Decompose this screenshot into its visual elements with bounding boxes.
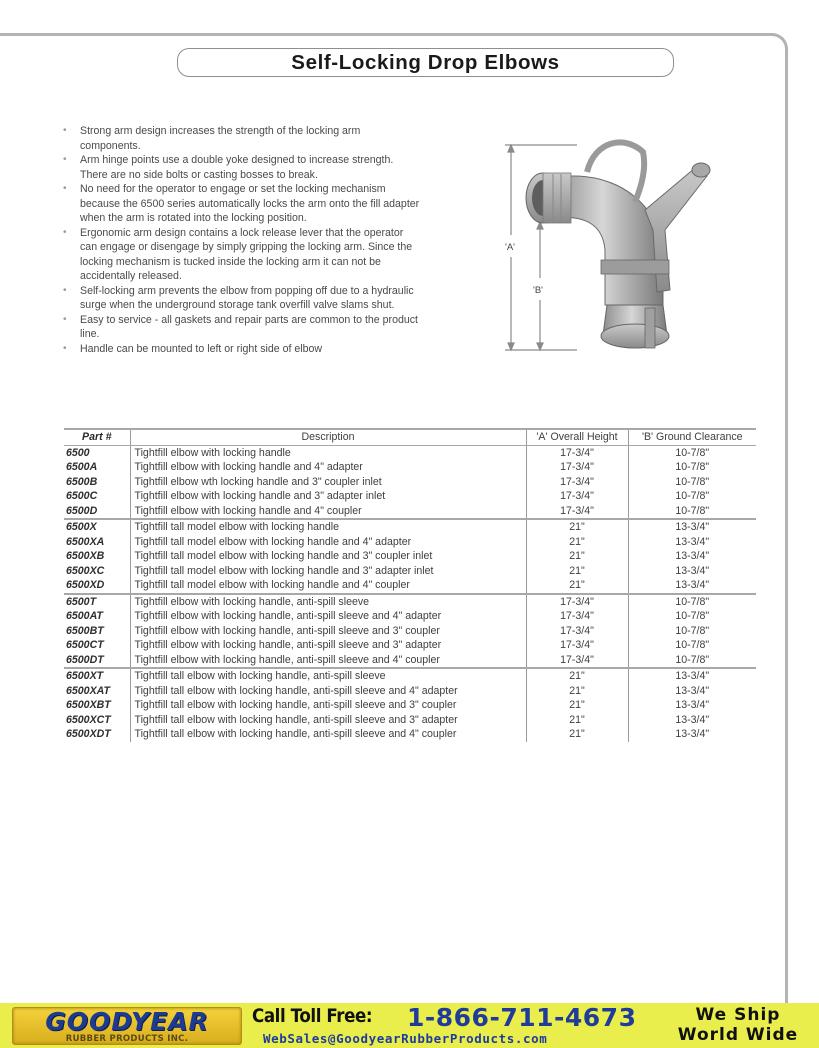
bullet-icon: •: [63, 284, 67, 296]
call-toll-free-label: Call Toll Free:: [252, 1005, 373, 1027]
table-header-row: [64, 429, 756, 445]
logo-subtitle: RUBBER PRODUCTS INC.: [65, 1034, 189, 1044]
table-row: 6500C Tightfill elbow with locking handle and 3" adapter inlet 17-3/4" 10-7/8": [64, 489, 756, 504]
logo-wordmark: GOODYEAR: [45, 1007, 209, 1036]
feature-item: • No need for the operator to engage or set the locking mechanism because the 6500 series automatically locks the arm onto the fill adapter when the arm is rotated into the locking position.: [63, 183, 420, 224]
bullet-icon: •: [63, 226, 67, 238]
table-row: 6500CT Tightfill elbow with locking handle, anti-spill sleeve and 3" adapter 17-3/4" 10-7/8": [64, 638, 756, 653]
bullet-icon: •: [63, 313, 67, 325]
table-row: 6500T Tightfill elbow with locking handle, anti-spill sleeve 17-3/4" 10-7/8": [64, 594, 756, 610]
feature-item: • Arm hinge points use a double yoke designed to increase strength. There are no side bolts or casting bosses to break.: [63, 154, 394, 181]
bullet-icon: •: [63, 183, 67, 194]
page-title: Self-Locking Drop Elbows: [291, 50, 560, 74]
feature-item: • Strong arm design increases the strength of the locking arm components.: [63, 125, 361, 152]
table-row: 6500XBT Tightfill tall elbow with locking handle, anti-spill sleeve and 3" coupler 21" 13-3/4": [64, 698, 756, 713]
bullet-icon: •: [63, 154, 67, 165]
label-b: 'B': [533, 285, 543, 296]
table-row: 6500XT Tightfill tall elbow with locking handle, anti-spill sleeve 21" 13-3/4": [64, 668, 756, 684]
table-row: 6500XAT Tightfill tall elbow with locking handle, anti-spill sleeve and 4" adapter 21" 13-3/4": [64, 684, 756, 699]
table-row: 6500XCT Tightfill tall elbow with locking handle, anti-spill sleeve and 3" adapter 21" 13-3/4": [64, 713, 756, 728]
table-row: 6500A Tightfill elbow with locking handle and 4" adapter 17-3/4" 10-7/8": [64, 460, 756, 475]
phone-number-link[interactable]: 1-866-711-4673: [407, 1003, 637, 1032]
feature-list: [63, 124, 423, 356]
table-row: 6500BT Tightfill elbow with locking handle, anti-spill sleeve and 3" coupler 17-3/4" 10-7/8": [64, 624, 756, 639]
header-overall-height: 'A' Overall Height: [526, 429, 628, 445]
table-row: 6500X Tightfill tall model elbow with locking handle 21" 13-3/4": [64, 519, 756, 535]
table-row: 6500D Tightfill elbow with locking handle and 4" coupler 17-3/4" 10-7/8": [64, 504, 756, 520]
table-row: 6500DT Tightfill elbow with locking handle, anti-spill sleeve and 4" coupler 17-3/4" 10-7/8": [64, 653, 756, 669]
parts-spec-table: [64, 428, 756, 742]
toll-free-line: [252, 1003, 637, 1032]
feature-item: • Easy to service - all gaskets and repair parts are common to the product line.: [63, 313, 418, 340]
title-banner: [177, 48, 674, 77]
table-row: 6500XB Tightfill tall model elbow with locking handle and 3" coupler inlet 21" 13-3/4": [64, 549, 756, 564]
bullet-icon: •: [63, 125, 67, 136]
header-part-number: Part #: [64, 429, 130, 445]
table-row: 6500XD Tightfill tall model elbow with locking handle and 4" coupler 21" 13-3/4": [64, 578, 756, 594]
header-description: Description: [130, 429, 526, 445]
feature-item: • Handle can be mounted to left or right side of elbow: [63, 342, 323, 355]
header-ground-clearance: 'B' Ground Clearance: [628, 429, 756, 445]
we-ship-worldwide: We Ship World Wide: [677, 1005, 799, 1045]
email-link[interactable]: WebSales@GoodyearRubberProducts.com: [263, 1031, 548, 1046]
contact-banner: [0, 1003, 819, 1048]
feature-item: • Self-locking arm prevents the elbow from popping off due to a hydraulic surge when the underground storage tank overfill valve slams shut.: [63, 284, 414, 311]
table-row: 6500XC Tightfill tall model elbow with locking handle and 3" adapter inlet 21" 13-3/4": [64, 564, 756, 579]
feature-item: • Ergonomic arm design contains a lock release lever that the operator can engage or disengage by simply gripping the locking arm. Since the locking mechanism is tucked inside the locking arm it can not be accidentally released.: [63, 226, 413, 282]
table-row: 6500XA Tightfill tall model elbow with locking handle and 4" adapter 21" 13-3/4": [64, 535, 756, 550]
table-row: 6500B Tightfill elbow wth locking handle and 3" coupler inlet 17-3/4" 10-7/8": [64, 475, 756, 490]
drop-elbow-product-image: [495, 130, 720, 365]
table-row: 6500AT Tightfill elbow with locking handle, anti-spill sleeve and 4" adapter 17-3/4" 10-7/8": [64, 609, 756, 624]
label-a: 'A': [505, 242, 515, 253]
bullet-icon: •: [63, 342, 67, 354]
goodyear-logo[interactable]: [12, 1007, 242, 1045]
table-row: 6500XDT Tightfill tall elbow with locking handle, anti-spill sleeve and 4" coupler 21" 13-3/4": [64, 727, 756, 742]
table-row: 6500 Tightfill elbow with locking handle 17-3/4" 10-7/8": [64, 445, 756, 460]
